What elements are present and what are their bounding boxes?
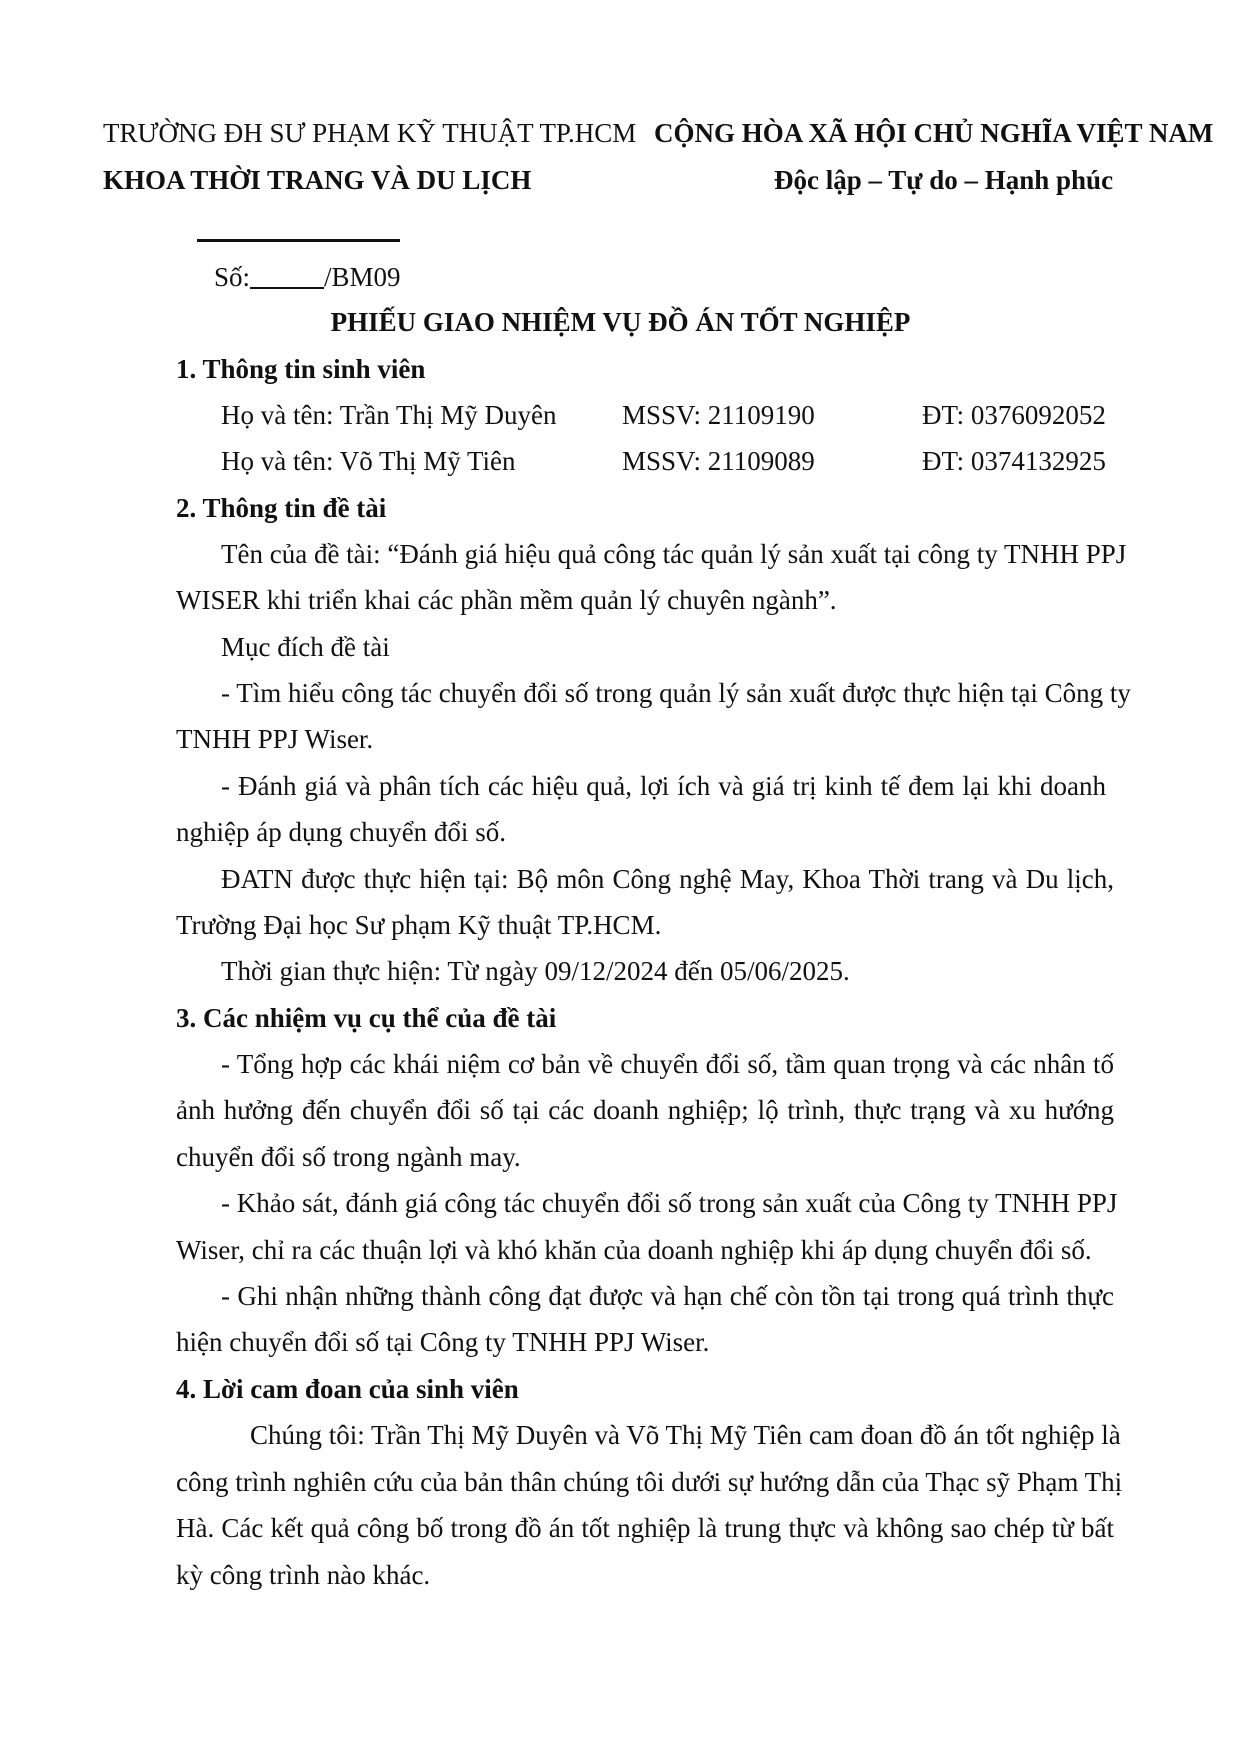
student2-mssv: MSSV: 21109089 (622, 446, 815, 476)
task1-line3: chuyển đổi số trong ngành may. (176, 1142, 521, 1172)
national-title: CỘNG HÒA XÃ HỘI CHỦ NGHĨA VIỆT NAM (654, 118, 1214, 148)
header-rule (197, 239, 400, 242)
student1-name: Họ và tên: Trần Thị Mỹ Duyên (221, 400, 557, 430)
task3-line2: hiện chuyển đổi số tại Công ty TNHH PPJ Wiser. (176, 1327, 710, 1357)
task3-line1: - Ghi nhận những thành công đạt được và hạn chế còn tồn tại trong quá trình thực (221, 1281, 1114, 1311)
purpose2-line2: nghiệp áp dụng chuyển đổi số. (176, 817, 506, 847)
so-suffix: /BM09 (324, 262, 401, 292)
section4-heading: 4. Lời cam đoan của sinh viên (176, 1374, 519, 1404)
student2-name: Họ và tên: Võ Thị Mỹ Tiên (221, 446, 516, 476)
place-line1: ĐATN được thực hiện tại: Bộ môn Công nghệ May, Khoa Thời trang và Du lịch, (221, 864, 1114, 894)
pledge-line3: Hà. Các kết quả công bố trong đồ án tốt nghiệp là trung thực và không sao chép từ bất (176, 1513, 1114, 1543)
purpose2-line1: - Đánh giá và phân tích các hiệu quả, lợi ích và giá trị kinh tế đem lại khi doanh (221, 771, 1106, 801)
document-number (214, 262, 401, 293)
topic-line2: WISER khi triển khai các phần mềm quản lý chuyên ngành”. (176, 585, 837, 615)
task2-line2: Wiser, chỉ ra các thuận lợi và khó khăn của doanh nghiệp khi áp dụng chuyển đổi số. (176, 1235, 1092, 1265)
national-motto: Độc lập – Tự do – Hạnh phúc (774, 165, 1114, 195)
faculty-name: KHOA THỜI TRANG VÀ DU LỊCH (103, 165, 532, 195)
purpose1-line1: - Tìm hiểu công tác chuyển đổi số trong quản lý sản xuất được thực hiện tại Công ty (221, 678, 1131, 708)
section1-heading: 1. Thông tin sinh viên (176, 354, 426, 384)
school-name: TRƯỜNG ĐH SƯ PHẠM KỸ THUẬT TP.HCM (103, 118, 637, 148)
section3-heading: 3. Các nhiệm vụ cụ thể của đề tài (176, 1003, 557, 1033)
task1-line2: ảnh hưởng đến chuyển đổi số tại các doanh nghiệp; lộ trình, thực trạng và xu hướng (176, 1095, 1114, 1125)
page-title: PHIẾU GIAO NHIỆM VỤ ĐỒ ÁN TỐT NGHIỆP (330, 307, 911, 337)
purpose1-line2: TNHH PPJ Wiser. (176, 724, 374, 754)
pledge-line2: công trình nghiên cứu của bản thân chúng tôi dưới sự hướng dẫn của Thạc sỹ Phạm Thị (176, 1467, 1123, 1497)
so-label: Số: (214, 262, 251, 292)
topic-line1: Tên của đề tài: “Đánh giá hiệu quả công tác quản lý sản xuất tại công ty TNHH PPJ (221, 539, 1127, 569)
student1-phone: ĐT: 0376092052 (922, 400, 1106, 430)
so-blank-line (250, 267, 324, 289)
pledge-line4: kỳ công trình nào khác. (176, 1560, 431, 1590)
student2-phone: ĐT: 0374132925 (922, 446, 1106, 476)
purpose-label: Mục đích đề tài (221, 632, 390, 662)
place-line2: Trường Đại học Sư phạm Kỹ thuật TP.HCM. (176, 910, 662, 940)
section2-heading: 2. Thông tin đề tài (176, 493, 387, 523)
task1-line1: - Tổng hợp các khái niệm cơ bản về chuyển đổi số, tầm quan trọng và các nhân tố (221, 1049, 1114, 1079)
time-line: Thời gian thực hiện: Từ ngày 09/12/2024 đến 05/06/2025. (221, 956, 850, 986)
task2-line1: - Khảo sát, đánh giá công tác chuyển đổi số trong sản xuất của Công ty TNHH PPJ (221, 1188, 1118, 1218)
student1-mssv: MSSV: 21109190 (622, 400, 815, 430)
pledge-line1: Chúng tôi: Trần Thị Mỹ Duyên và Võ Thị Mỹ Tiên cam đoan đồ án tốt nghiệp là (250, 1420, 1121, 1450)
